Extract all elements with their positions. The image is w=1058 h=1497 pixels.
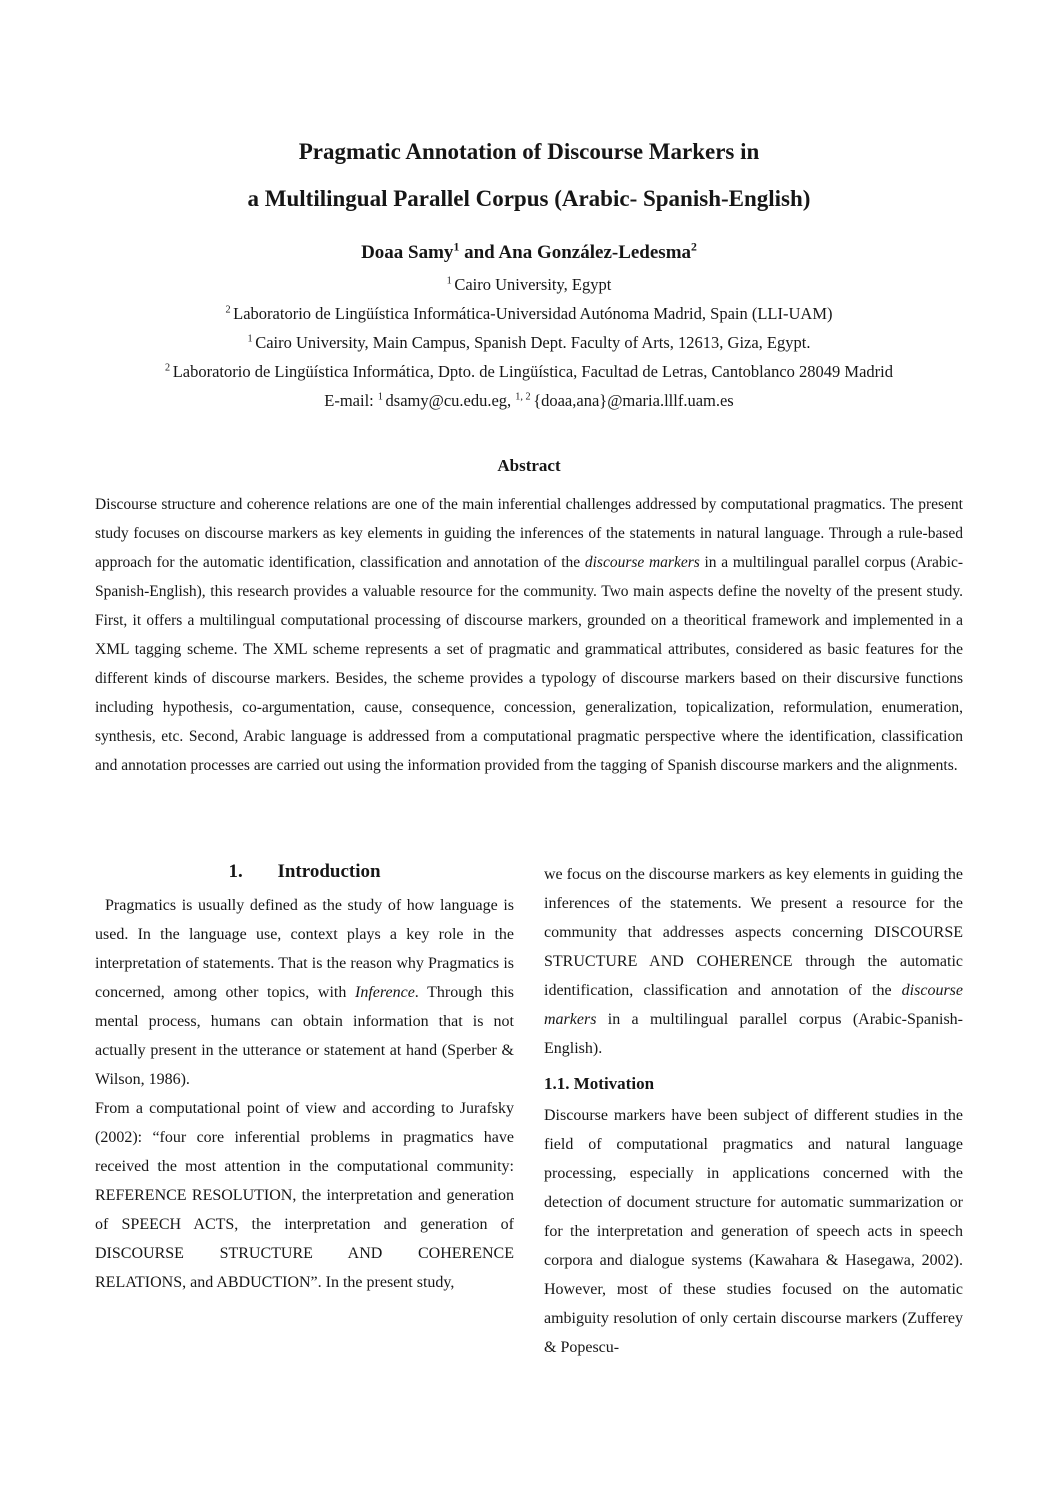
authors-line: Doaa Samy$^1$ and Ana González-Ledesma$^2$: [361, 240, 697, 263]
paper-title-line2: a Multilingual Parallel Corpus (Arabic- Spanish-English): [247, 186, 811, 211]
two-column-body: [95, 860, 963, 1362]
intro-paragraph-3: we focus on the discourse markers as key elements in guiding the inferences of the statements. We present a resource for the community that addresses aspects concerning DISCOURSE STRUCTURE AND COHERENCE through the automatic identification, classification and annotation of the discourse markers in a multilingual parallel corpus (Arabic-Spanish-English).: [544, 866, 963, 1057]
section-heading-introduction: [95, 860, 514, 884]
intro-paragraph-1: Pragmatics is usually defined as the study of how language is used. In the language use, context plays a key role in the interpretation of statements. That is the reason why Pragmatics is concerned, among other topics, with Inference. Through this mental process, humans can obtain information that is not actually present in the utterance or statement at hand (Sperber & Wilson, 1986).: [95, 897, 514, 1088]
affiliation-line: $^1$ Cairo University, Egypt: [446, 275, 612, 294]
motivation-paragraph-1: Discourse markers have been subject of different studies in the field of computational pragmatics and natural language processing, especially in applications concerned with the detection of document structure for automatic summarization or for the interpretation and generation of speech acts in speech corpora and dialogue systems (Kawahara & Hasegawa, 2002). However, most of these studies focused on the automatic ambiguity resolution of only certain discourse markers (Zufferey & Popescu-: [544, 1107, 963, 1356]
left-column: [95, 860, 514, 1362]
paper-title-line1: Pragmatic Annotation of Discourse Markers in: [298, 139, 760, 164]
right-column: [544, 860, 963, 1362]
subsection-heading-motivation: 1.1. Motivation: [544, 1074, 655, 1093]
abstract-heading: Abstract: [497, 456, 561, 475]
section-label: Introduction: [277, 861, 381, 882]
section-number: 1.: [228, 861, 243, 882]
abstract-text: Discourse structure and coherence relations are one of the main inferential challenges addressed by computational pragmatics. The present study focuses on discourse markers as key elements in guiding the inferences of the statements in natural language. Through a rule-based approach for the automatic identification, classification and annotation of the discourse markers in a multilingual parallel corpus (Arabic-Spanish-English), this research provides a valuable resource for the community. Two main aspects define the novelty of the present study. First, it offers a multilingual computational processing of discourse markers, grounded on a theoritical framework and implemented in a XML tagging scheme. The XML scheme represents a set of pragmatic and grammatical attributes, considered as basic features for the different kinds of discourse markers. Besides, the scheme provides a typology of discourse markers based on their discursive functions including hypothesis, co-argumentation, cause, consequence, concession, generalization, topicalization, reformulation, enumeration, synthesis, etc. Second, Arabic language is addressed from a computational pragmatic perspective where the identification, classification and annotation processes are carried out using the information provided from the tagging of Spanish discourse markers and the alignments.: [95, 496, 963, 774]
intro-paragraph-2: From a computational point of view and according to Jurafsky (2002): “four core inferential problems in pragmatics have received the most attention in the computational community: REFERENCE RESOLUTION, the interpretation and generation of SPEECH ACTS, the interpretation and generation of DISCOURSE STRUCTURE AND COHERENCE RELATIONS, and ABDUCTION”. In the present study,: [95, 1100, 514, 1291]
affiliation-line: $^2$ Laboratorio de Lingüística Informática-Universidad Autónoma Madrid, Spain (LLI-UAM): [225, 304, 833, 323]
affiliation-line: $^2$ Laboratorio de Lingüística Informática, Dpto. de Lingüística, Facultad de Letras, Cantoblanco 28049 Madrid: [165, 362, 893, 381]
email-line: E-mail: $^1$ dsamy@cu.edu.eg, $^{1, 2}$ {doaa,ana}@maria.lllf.uam.es: [324, 391, 734, 410]
affiliation-line: $^1$ Cairo University, Main Campus, Spanish Dept. Faculty of Arts, 12613, Giza, Egypt.: [247, 333, 811, 352]
affiliations-block: [95, 270, 963, 415]
